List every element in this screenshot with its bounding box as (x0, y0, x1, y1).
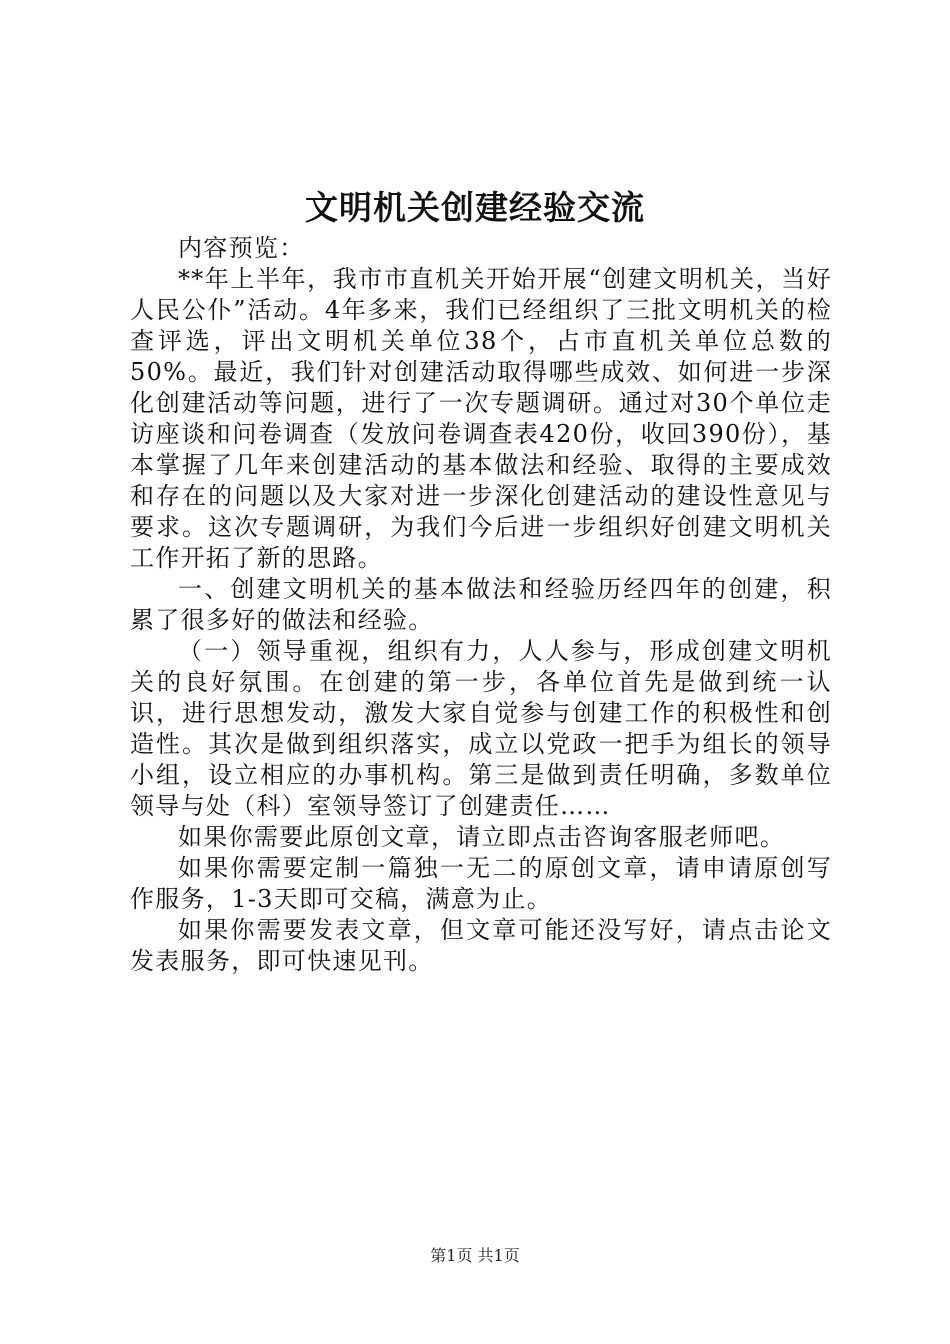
promo-paragraph-custom-writing: 如果你需要定制一篇独一无二的原创文章，请申请原创写作服务，1-3天即可交稿，满意为止。 (130, 854, 832, 913)
body-paragraph-subsection-one: （一）领导重视，组织有力，人人参与，形成创建文明机关的良好氛围。在创建的第一步，各单位首先是做到统一认识，进行思想发动，激发大家自觉参与创建工作的积极性和创造性。其次是做到组织落实，成立以党政一把手为组长的领导小组，设立相应的办事机构。第三是做到责任明确，多数单位领导与处（科）室领导签订了创建责任…… (130, 637, 832, 820)
preview-label: 内容预览： (178, 234, 305, 262)
promo-paragraph-consult: 如果你需要此原创文章，请立即点击咨询客服老师吧。 (178, 823, 786, 851)
body-paragraph-intro: **年上半年，我市市直机关开始开展“创建文明机关，当好人民公仆”活动。4年多来，我们已经组织了三批文明机关的检查评选，评出文明机关单位38个，占市直机关单位总数的50%。最近，我们针对创建活动取得哪些成效、如何进一步深化创建活动等问题，进行了一次专题调研。通过对30个单位走访座谈和问卷调查（发放问卷调查表420份，收回390份），基本掌握了几年来创建活动的基本做法和经验、取得的主要成效和存在的问题以及大家对进一步深化创建活动的建设性意见与要求。这次专题调研，为我们今后进一步组织好创建文明机关工作开拓了新的思路。 (130, 265, 832, 572)
document-title: 文明机关创建经验交流 (305, 188, 645, 227)
promo-paragraph-publishing: 如果你需要发表文章，但文章可能还没写好，请点击论文发表服务，即可快速见刊。 (130, 916, 832, 975)
document-body (130, 233, 832, 977)
body-paragraph-section-one: 一、创建文明机关的基本做法和经验历经四年的创建，积累了很多好的做法和经验。 (130, 575, 832, 634)
page-number: 第1页 共1页 (430, 1246, 520, 1265)
